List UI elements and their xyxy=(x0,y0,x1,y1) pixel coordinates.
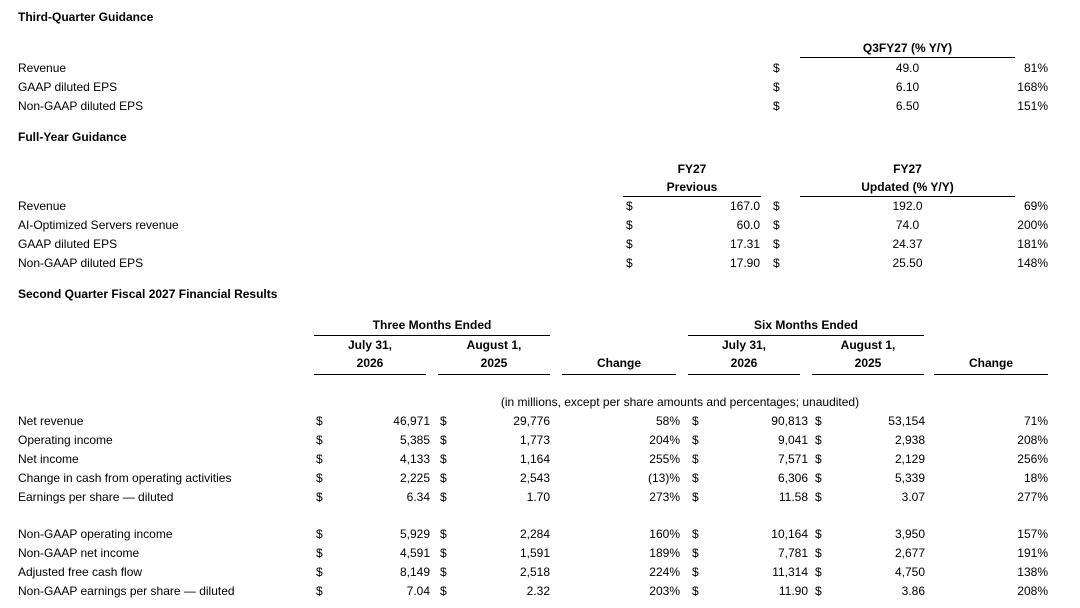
updated-value: 25.50 xyxy=(892,256,923,270)
currency-symbol: $ xyxy=(440,490,447,504)
change-three-months: 189% xyxy=(649,546,680,560)
value-jul-2026-six-months: 6,306 xyxy=(777,471,808,485)
change-six-months: 18% xyxy=(1023,471,1048,485)
change-header: Change xyxy=(596,356,641,370)
fy-updated-rule xyxy=(800,196,1015,197)
currency-symbol: $ xyxy=(440,546,447,560)
value-jul-2026-three-months: 6.34 xyxy=(406,490,430,504)
row-label: GAAP diluted EPS xyxy=(18,237,118,251)
col-c-rule xyxy=(688,374,800,375)
change-three-months: 273% xyxy=(649,490,680,504)
six-months-header: Six Months Ended xyxy=(753,318,858,332)
row-label: Operating income xyxy=(18,433,113,447)
currency-symbol: $ xyxy=(815,565,822,579)
fy-section-title: Full-Year Guidance xyxy=(18,130,127,144)
currency-symbol: $ xyxy=(316,584,323,598)
guidance-value: 6.10 xyxy=(895,80,920,94)
value-aug-2025-three-months: 1,591 xyxy=(519,546,550,560)
yoy-change: 181% xyxy=(1017,237,1048,251)
updated-value: 74.0 xyxy=(895,218,920,232)
updated-value: 24.37 xyxy=(892,237,923,251)
currency-symbol: $ xyxy=(316,471,323,485)
three-months-rule xyxy=(314,335,550,336)
currency-symbol: $ xyxy=(316,414,323,428)
row-label: Change in cash from operating activities xyxy=(18,471,232,485)
currency-symbol: $ xyxy=(316,452,323,466)
value-aug-2025-three-months: 1.70 xyxy=(526,490,550,504)
currency-symbol: $ xyxy=(626,237,633,251)
currency-symbol: $ xyxy=(626,199,633,213)
row-label: Revenue xyxy=(18,199,67,213)
value-jul-2026-six-months: 7,781 xyxy=(777,546,808,560)
value-aug-2025-six-months: 2,938 xyxy=(894,433,925,447)
value-jul-2026-six-months: 11,314 xyxy=(772,565,808,579)
currency-symbol: $ xyxy=(692,433,699,447)
fy-updated-header-line1: FY27 xyxy=(893,162,922,176)
currency-symbol: $ xyxy=(692,546,699,560)
change-three-months: 203% xyxy=(649,584,680,598)
change2-header: Change xyxy=(968,356,1013,370)
change2-rule xyxy=(934,374,1048,375)
value-jul-2026-six-months: 11.58 xyxy=(778,490,808,504)
currency-symbol: $ xyxy=(773,237,780,251)
currency-symbol: $ xyxy=(815,546,822,560)
value-jul-2026-six-months: 90,813 xyxy=(771,414,808,428)
currency-symbol: $ xyxy=(692,452,699,466)
fy-previous-header-line1: FY27 xyxy=(677,162,707,176)
value-aug-2025-three-months: 29,776 xyxy=(513,414,550,428)
value-aug-2025-six-months: 3,950 xyxy=(894,527,925,541)
change-three-months: 255% xyxy=(649,452,680,466)
fy-updated-header-line2: Updated (% Y/Y) xyxy=(861,180,954,194)
value-jul-2026-three-months: 7.04 xyxy=(406,584,430,598)
row-label: Non-GAAP net income xyxy=(18,546,140,560)
col-c-header-line2: 2026 xyxy=(730,356,758,370)
change-six-months: 256% xyxy=(1017,452,1048,466)
value-aug-2025-six-months: 2,677 xyxy=(894,546,925,560)
col-b-rule xyxy=(438,374,550,375)
fy-previous-header-line2: Previous xyxy=(666,180,718,194)
previous-value: 167.0 xyxy=(729,199,760,213)
currency-symbol: $ xyxy=(773,256,780,270)
yoy-change: 69% xyxy=(1023,199,1048,213)
row-label: Revenue xyxy=(18,61,67,75)
currency-symbol: $ xyxy=(773,80,780,94)
change-six-months: 157% xyxy=(1017,527,1048,541)
yoy-change: 148% xyxy=(1017,256,1048,270)
currency-symbol: $ xyxy=(316,565,323,579)
row-label: Net income xyxy=(18,452,79,466)
currency-symbol: $ xyxy=(316,527,323,541)
row-label: Non-GAAP operating income xyxy=(18,527,173,541)
currency-symbol: $ xyxy=(815,414,822,428)
guidance-value: 49.0 xyxy=(895,61,920,75)
q3-column-header: Q3FY27 (% Y/Y) xyxy=(862,41,953,55)
value-jul-2026-six-months: 7,571 xyxy=(777,452,808,466)
change-three-months: (13)% xyxy=(647,471,680,485)
currency-symbol: $ xyxy=(692,565,699,579)
value-aug-2025-three-months: 1,773 xyxy=(519,433,550,447)
change-six-months: 71% xyxy=(1023,414,1048,428)
currency-symbol: $ xyxy=(316,433,323,447)
value-aug-2025-three-months: 2,543 xyxy=(519,471,550,485)
row-label: GAAP diluted EPS xyxy=(18,80,118,94)
change-three-months: 160% xyxy=(649,527,680,541)
units-note: (in millions, except per share amounts and percentages; unaudited) xyxy=(500,395,860,409)
value-jul-2026-three-months: 2,225 xyxy=(399,471,430,485)
row-label: Net revenue xyxy=(18,414,84,428)
change-six-months: 138% xyxy=(1017,565,1048,579)
value-aug-2025-three-months: 2,284 xyxy=(519,527,550,541)
value-jul-2026-three-months: 4,591 xyxy=(399,546,430,560)
value-jul-2026-six-months: 11.90 xyxy=(778,584,808,598)
yoy-change: 81% xyxy=(1023,61,1048,75)
value-aug-2025-six-months: 3.86 xyxy=(901,584,925,598)
value-jul-2026-three-months: 5,385 xyxy=(399,433,430,447)
row-label: Non-GAAP earnings per share — diluted xyxy=(18,584,235,598)
col-c-header-line1: July 31, xyxy=(721,338,767,352)
q3-section-title: Third-Quarter Guidance xyxy=(18,10,154,24)
yoy-change: 151% xyxy=(1017,99,1048,113)
currency-symbol: $ xyxy=(815,433,822,447)
change-six-months: 277% xyxy=(1017,490,1048,504)
currency-symbol: $ xyxy=(440,414,447,428)
currency-symbol: $ xyxy=(773,99,780,113)
value-jul-2026-three-months: 4,133 xyxy=(399,452,430,466)
value-jul-2026-three-months: 5,929 xyxy=(399,527,430,541)
change-six-months: 208% xyxy=(1017,433,1048,447)
value-aug-2025-six-months: 3.07 xyxy=(901,490,925,504)
col-a-rule xyxy=(314,374,426,375)
change-three-months: 58% xyxy=(655,414,680,428)
currency-symbol: $ xyxy=(440,471,447,485)
row-label: Earnings per share — diluted xyxy=(18,490,174,504)
value-aug-2025-three-months: 2,518 xyxy=(519,565,550,579)
row-label: AI-Optimized Servers revenue xyxy=(18,218,179,232)
currency-symbol: $ xyxy=(815,490,822,504)
guidance-value: 6.50 xyxy=(895,99,920,113)
currency-symbol: $ xyxy=(692,414,699,428)
value-jul-2026-six-months: 10,164 xyxy=(771,527,808,541)
col-d-rule xyxy=(812,374,924,375)
yoy-change: 168% xyxy=(1017,80,1048,94)
value-aug-2025-six-months: 2,129 xyxy=(894,452,925,466)
value-jul-2026-six-months: 9,041 xyxy=(777,433,808,447)
col-d-header-line1: August 1, xyxy=(840,338,896,352)
updated-value: 192.0 xyxy=(892,199,923,213)
currency-symbol: $ xyxy=(815,471,822,485)
col-a-header-line2: 2026 xyxy=(356,356,384,370)
q3-header-rule xyxy=(800,57,1015,58)
currency-symbol: $ xyxy=(773,218,780,232)
currency-symbol: $ xyxy=(773,61,780,75)
q2-section-title: Second Quarter Fiscal 2027 Financial Results xyxy=(18,287,278,301)
currency-symbol: $ xyxy=(440,527,447,541)
col-b-header-line1: August 1, xyxy=(466,338,522,352)
currency-symbol: $ xyxy=(815,527,822,541)
currency-symbol: $ xyxy=(815,452,822,466)
col-a-header-line1: July 31, xyxy=(347,338,393,352)
currency-symbol: $ xyxy=(692,471,699,485)
currency-symbol: $ xyxy=(440,565,447,579)
currency-symbol: $ xyxy=(440,584,447,598)
currency-symbol: $ xyxy=(692,584,699,598)
previous-value: 17.31 xyxy=(729,237,760,251)
currency-symbol: $ xyxy=(692,490,699,504)
col-b-header-line2: 2025 xyxy=(480,356,508,370)
currency-symbol: $ xyxy=(773,199,780,213)
value-aug-2025-six-months: 4,750 xyxy=(894,565,925,579)
previous-value: 60.0 xyxy=(736,218,760,232)
change-rule xyxy=(562,374,676,375)
currency-symbol: $ xyxy=(626,256,633,270)
currency-symbol: $ xyxy=(692,527,699,541)
currency-symbol: $ xyxy=(440,452,447,466)
previous-value: 17.90 xyxy=(729,256,760,270)
row-label: Adjusted free cash flow xyxy=(18,565,143,579)
col-d-header-line2: 2025 xyxy=(854,356,882,370)
currency-symbol: $ xyxy=(815,584,822,598)
currency-symbol: $ xyxy=(316,490,323,504)
value-aug-2025-three-months: 1,164 xyxy=(519,452,550,466)
currency-symbol: $ xyxy=(626,218,633,232)
value-jul-2026-three-months: 46,971 xyxy=(393,414,430,428)
value-aug-2025-six-months: 5,339 xyxy=(894,471,925,485)
fy-previous-rule xyxy=(623,196,761,197)
three-months-header: Three Months Ended xyxy=(372,318,492,332)
six-months-rule xyxy=(688,335,924,336)
change-three-months: 204% xyxy=(649,433,680,447)
value-aug-2025-six-months: 53,154 xyxy=(888,414,925,428)
change-six-months: 191% xyxy=(1017,546,1048,560)
currency-symbol: $ xyxy=(316,546,323,560)
change-six-months: 208% xyxy=(1017,584,1048,598)
value-jul-2026-three-months: 8,149 xyxy=(399,565,430,579)
row-label: Non-GAAP diluted EPS xyxy=(18,99,144,113)
value-aug-2025-three-months: 2.32 xyxy=(526,584,550,598)
change-three-months: 224% xyxy=(649,565,680,579)
currency-symbol: $ xyxy=(440,433,447,447)
yoy-change: 200% xyxy=(1017,218,1048,232)
row-label: Non-GAAP diluted EPS xyxy=(18,256,144,270)
